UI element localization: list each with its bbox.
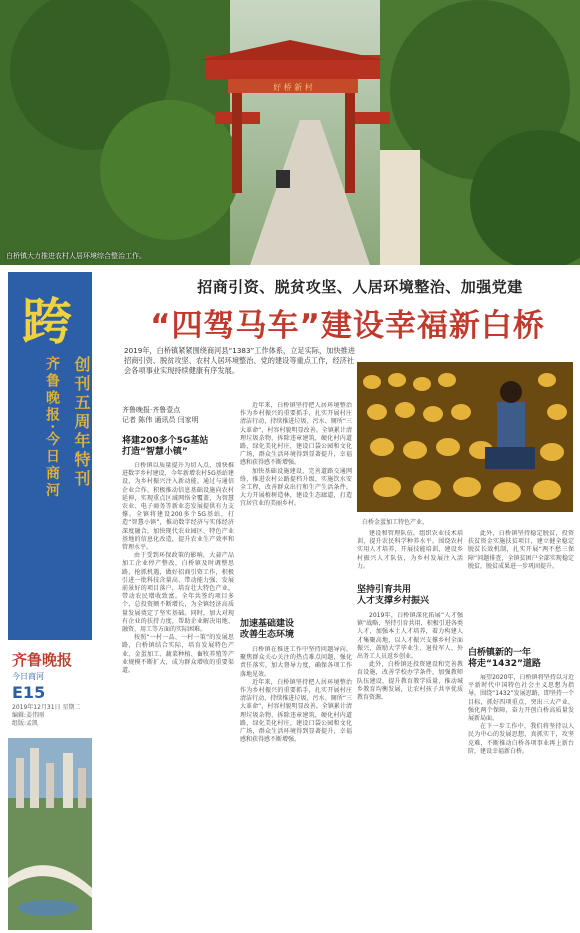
paper-logo: 齐鲁晚报 [12,651,73,669]
column-2-bottom [240,646,352,930]
headline-subtitle: 招商引资、脱贫攻坚、人居环境整治、加强党建 [197,278,523,296]
banner-vertical-anniversary: 创刊五周年特刊 [72,356,91,489]
intro-paragraph: 2019年，白桥镇紧紧围绕商河县“1383”工作体系，立足实际，加快推进招商引资、脱贫攻坚、农村人居环境整治、党的建设等重点工作，经济社会各项事业实现持续健康有序发展。 [124,346,355,375]
column-1 [122,462,234,930]
village-gate-image [0,0,580,265]
paragraph: 白桥镇以质量提升为切入点，加快推进数字乡村建设，今年新增农村5G基站建设，为乡村振兴注入新动能。通过与通信企业合作，积极推动信息基础设施向农村延伸，实现重点区域网络全覆盖，为智慧农业、电子商务等新业态发展提供有力支撑。全镇将建设200多个5G基站，打造“智慧小镇”，推动数字经济与实体经济深度融合，加快现代农业园区、特色产业基地的信息化改造，提升农业生产效率和管理水平。 [122,462,234,552]
paragraph: 白桥镇在推进工作中坚持问题导向，聚焦群众关心关注的热点难点问题，强化责任落实，加大督导力度，确保各项工作落地见效。 [240,646,352,678]
paragraph: 近年来，白桥镇坚持把人居环境整治作为乡村振兴的重要抓手，扎实开展村庄清洁行动，持续推进垃圾、污水、厕所“三大革命”，村容村貌明显改善。全镇累计清理垃圾杂物、拆除违章建筑，硬化村内道路，绿化美化村庄，建设口袋公园和文化广场，群众生活环境得到显著提升，幸福感和获得感不断增强。 [240,678,352,744]
subtitle-infrastructure: 加速基础建设 改善生态环境 [240,619,295,640]
byline-authors: 记者 陈伟 通讯员 闫家明 [122,416,199,424]
column-3-top [357,530,463,582]
paragraph: 近年来，白桥镇坚持把人居环境整治作为乡村振兴的重要抓手，扎实开展村庄清洁行动，持续推进垃圾、污水、厕所“三大革命”，村容村貌明显改善。全镇累计清理垃圾杂物、拆除违章建筑，硬化村内道路，绿化美化村庄，建设口袋公园和文化广场，群众生活环境得到显著提升，幸福感和获得感不断增强。 [240,402,352,467]
headline-title: “四驾马车”建设幸福新白桥 [150,308,545,344]
hero-photo [0,0,580,265]
paragraph: 按照“一村一品、一村一策”的发展思路，白桥镇结合实际，培育发展特色产业，金蛋加工、蔬菜种植、畜牧养殖等产业规模不断扩大，成为群众增收的重要渠道。 [122,634,234,675]
page-proof: 组版:孟凯 [12,720,39,727]
city-photo [8,738,92,930]
byline [122,405,199,425]
anniversary-banner [8,272,92,640]
golden-egg-photo [357,362,573,512]
subtitle-talent: 坚持引育共用 人才支撑乡村振兴 [357,585,430,606]
photo-caption: 白桥金蛋加工特色产业。 [362,519,429,526]
subtitle-1432: 白桥镇新的一年 将走“1432”道路 [468,648,541,669]
column-4-top [468,530,574,644]
paragraph: 此外，白桥镇还投资建设和完善教育设施，改善学校办学条件，加强教师队伍建设，提升教育教学质量，推动城乡教育均衡发展，让农村孩子共享优质教育资源。 [357,661,463,702]
paragraph: 2019年，白桥镇深化拓展“人才强镇”战略，坚持引育共用，积极引进各类人才，加强本土人才培养，着力构建人才集聚高地，以人才振兴支撑乡村全面振兴，鼓励大学毕业生、退役军人、外出务工人员返乡创业。 [357,612,463,661]
paragraph: 建设和管理队伍，组织农业技术培训，提升农民科学种养水平。围绕农村实用人才培养，开展技能培训，建设乡村振兴人才队伍，为乡村发展注入活力。 [357,530,463,570]
paragraph: 展望2020年，白桥镇将坚持以习近平新时代中国特色社会主义思想为指导，围绕“1432”发展思路，即坚持一个目标，抓好四项重点，突出三大产业，强化两个保障，奋力开创白桥高质量发展新局面。 [468,674,574,723]
paragraph: 在下一步工作中，我们将坚持以人民为中心的发展思想，真抓实干，攻坚克难，不断推动白桥各项事业再上新台阶，建设幸福新白桥。 [468,723,574,755]
column-4-bottom [468,674,574,930]
page-date: 2019年12月31日 星期二 [12,704,81,711]
paragraph: 加快基础设施建设，完善道路交通网络，推进农村公路提档升级，实施饮水安全工程，改善群众出行和生产生活条件。大力开展植树造林，建设生态廊道，打造宜居宜业的美丽乡村。 [240,467,352,508]
column-2-top [240,402,352,614]
page-number: E15 [12,683,46,702]
byline-source: 齐鲁晚报·齐鲁壹点 [122,406,181,414]
page-editor: 编辑:姜伟刚 [12,712,45,719]
banner-big-char: 跨 [22,292,72,351]
hero-caption: 白桥镇大力推进农村人居环境综合整治工作。 [6,252,146,260]
paragraph: 此外，白桥镇坚持稳定脱贫，投资扶贫资金实施扶贫项目，建立健全稳定脱贫长效机制，扎实开展“两不愁三保障”问题排查，全镇贫困户全部实现稳定脱贫，脱贫成果进一步巩固提升。 [468,530,574,570]
page-section: 今日商河 [12,672,44,681]
banner-vertical-paper: 齐鲁晚报·今日商河 [44,356,60,500]
column-3-bottom [357,612,463,930]
paragraph: 由于受到环保政策的影响，大蒜产品加工企业停产整改，白桥镇及时调整思路，抢抓机遇，做好招商引资工作，积极引进一批科技含量高、带动能力强、发展前景好的项目落户，培育壮大特色产业，带动农民增收致富。全年共签约项目多个，总投资额不断增长，为全镇经济高质量发展奠定了坚实基础。同时，加大对现有企业的扶持力度，帮助企业解决用地、融资、用工等方面的实际困难。 [122,552,234,634]
subtitle-5g: 将建200多个5G基站 打造“智慧小镇” [122,436,209,457]
gate-sign: 好 桥 新 村 [273,83,313,92]
